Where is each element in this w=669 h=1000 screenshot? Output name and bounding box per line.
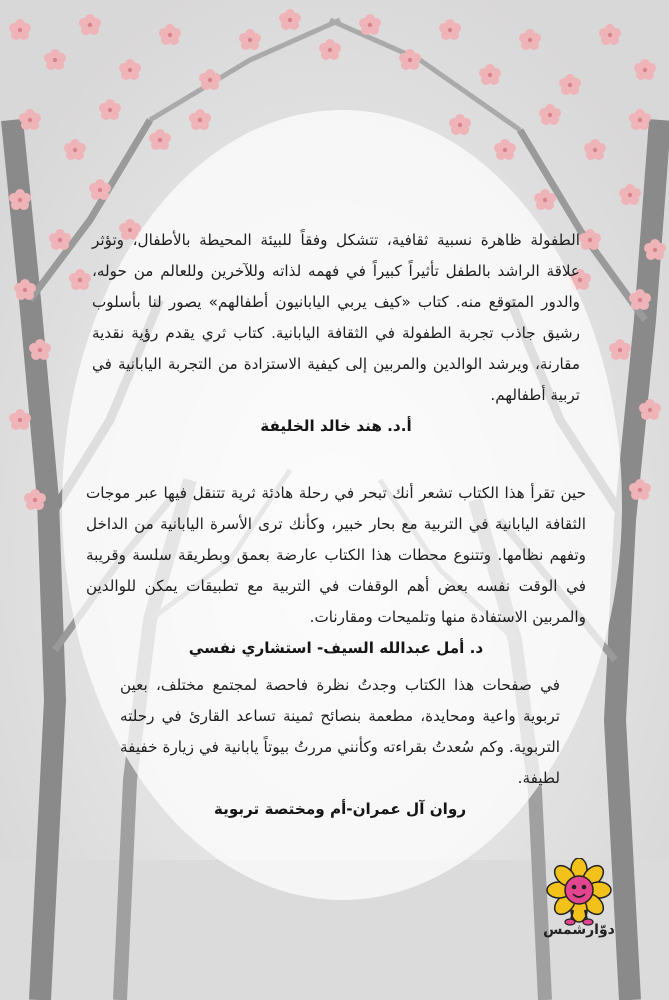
review-signature: روان آل عمران-أم ومختصة تربوية <box>213 800 467 818</box>
review-block-3 <box>120 670 560 825</box>
review-signature: د. أمل عبدالله السيف- استشاري نفسي <box>188 639 484 657</box>
review-block-2 <box>86 478 586 664</box>
review-text: في صفحات هذا الكتاب وجدتُ نظرة فاحصة لمجتمع مختلف، بعين تربوية واعية ومحايدة، مطعمة بنصائح ثمينة تساعد القارئ في رحلته التربوية. وكم سُعدتُ بقراءته وكأنني مررتُ بيوتاً يابانية في زيارة خفيفة لطيفة. <box>120 676 560 787</box>
review-signature: أ.د. هند خالد الخليفة <box>260 417 412 435</box>
review-block-1 <box>92 225 580 442</box>
publisher-name: دوّارشمس <box>543 922 615 938</box>
review-text: حين تقرأ هذا الكتاب تشعر أنك تبحر في رحلة هادئة ثرية تتنقل فيها عبر موجات الثقافة اليابانية في التربية مع بحار خبير، وكأنك ترى الأسرة اليابانية من الداخل وتفهم نظامها. وتتنوع محطات هذا الكتاب عارضة بعمق وبطريقة سلسة وقريبة في الوقت نفسه بعض أهم الوقفات في التربية مع تطبيقات يمكن للوالدين والمربين الاستفادة منها وتلميحات ومقارنات. <box>86 484 586 626</box>
review-text: الطفولة ظاهرة نسبية ثقافية، تتشكل وفقاً للبيئة المحيطة بالأطفال، وتؤثر علاقة الراشد بالطفل تأثيراً كبيراً في فهمه لذاته وللآخرين وللعالم من حوله، والدور المتوقع منه. كتاب «كيف يربي اليابانيون أطفالهم» يصور لنا بأسلوب رشيق جاذب تجربة الطفولة في الثقافة اليابانية. كتاب ثري يقدم رؤية نقدية مقارنة، ويرشد الوالدين والمربين إلى كيفية الاستزادة من التجربة اليابانية في تربية أطفالهم. <box>92 231 580 404</box>
